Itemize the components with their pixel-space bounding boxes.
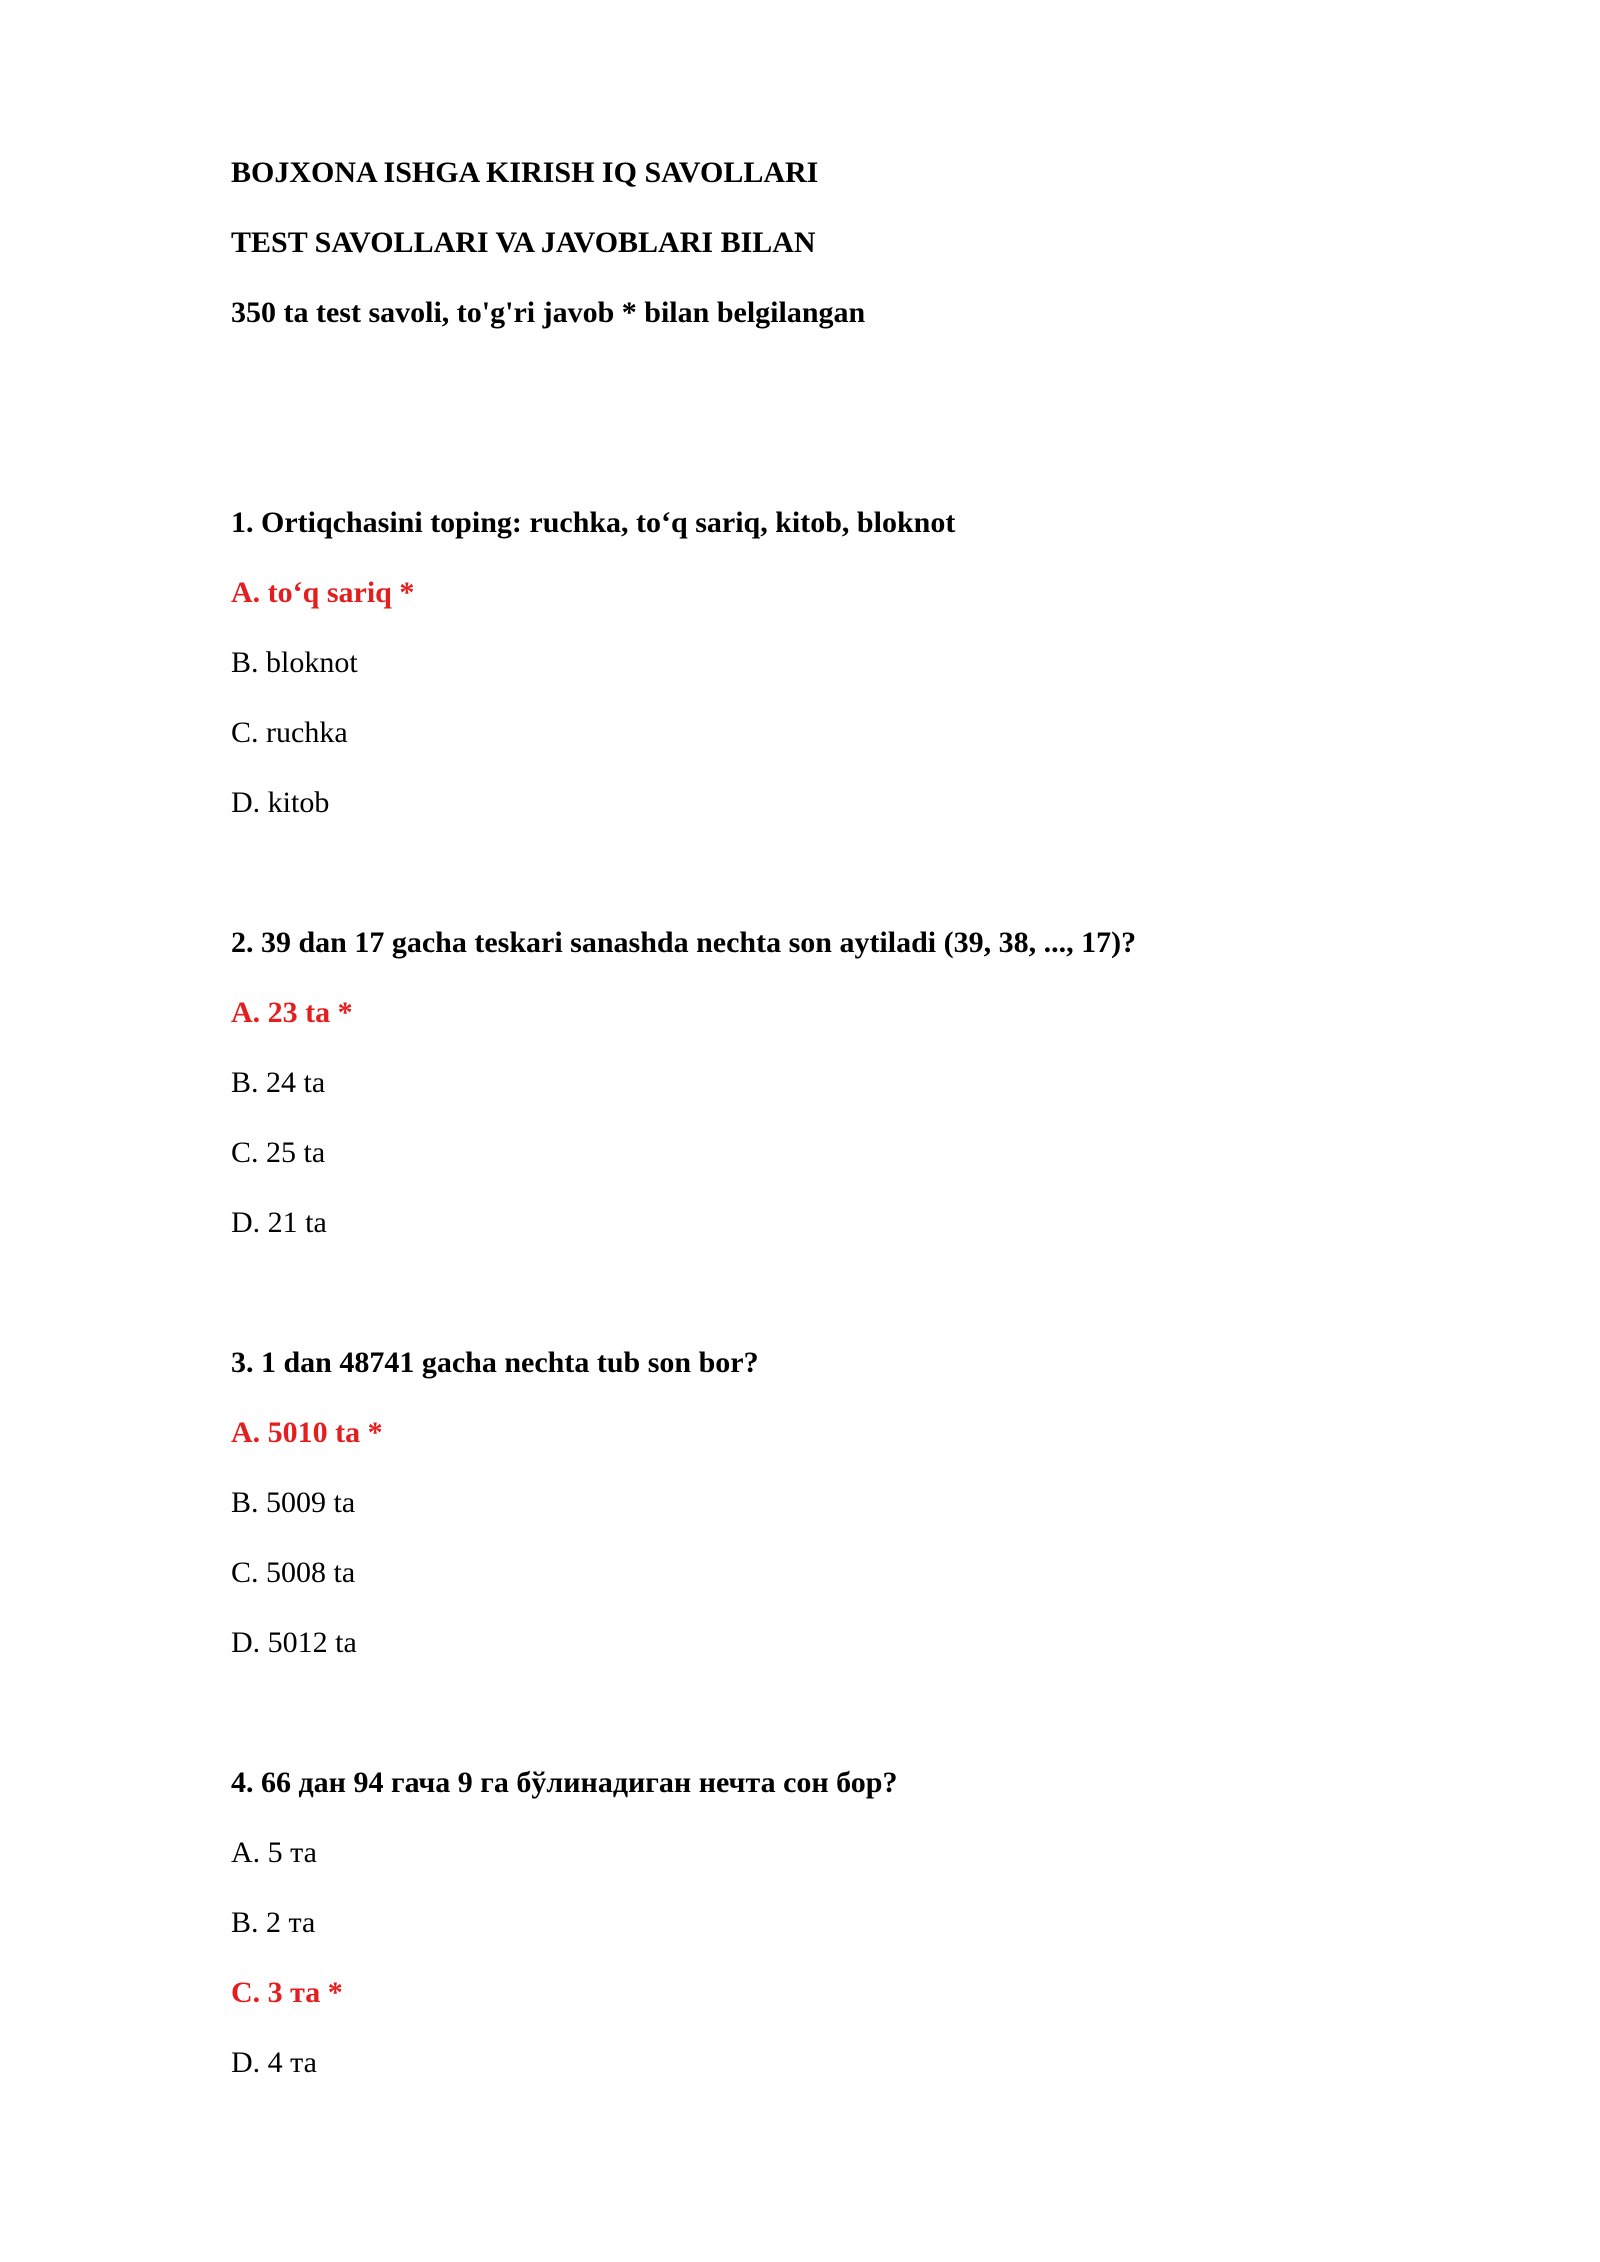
question-text: 4. 66 дан 94 гача 9 га бўлинадиган нечта сон бор?	[231, 1766, 898, 1799]
question-3	[231, 1345, 1481, 1695]
answer-option-a: A. 23 ta *	[231, 996, 353, 1029]
question-text: 2. 39 dan 17 gacha teskari sanashda nechta son aytiladi (39, 38, ..., 17)?	[231, 926, 1137, 959]
question-1	[231, 505, 1481, 855]
answer-option-b: B. 5009 ta	[231, 1486, 356, 1519]
question-text: 3. 1 dan 48741 gacha nechta tub son bor?	[231, 1346, 759, 1379]
answer-option-d: D. kitob	[231, 786, 330, 819]
answer-option-d: D. 4 та	[231, 2046, 317, 2079]
question-text: 1. Ortiqchasini toping: ruchka, to‘q sariq, kitob, bloknot	[231, 506, 956, 539]
document-title: BOJXONA ISHGA KIRISH IQ SAVOLLARI	[231, 156, 819, 189]
answer-option-a: A. 5 та	[231, 1836, 317, 1869]
answer-option-d: D. 5012 ta	[231, 1626, 357, 1659]
answer-option-d: D. 21 ta	[231, 1206, 327, 1239]
answer-option-c: C. 3 та *	[231, 1976, 343, 2009]
answer-option-b: B. 2 та	[231, 1906, 316, 1939]
answer-option-b: B. 24 ta	[231, 1066, 326, 1099]
document-subtitle: TEST SAVOLLARI VA JAVOBLARI BILAN	[231, 226, 816, 259]
answer-option-a: A. to‘q sariq *	[231, 576, 415, 609]
answer-option-b: B. bloknot	[231, 646, 358, 679]
question-4	[231, 1765, 1481, 2115]
document-note: 350 ta test savoli, to'g'ri javob * bilan belgilangan	[231, 296, 866, 329]
answer-option-a: A. 5010 ta *	[231, 1416, 383, 1449]
question-2	[231, 925, 1481, 1275]
answer-option-c: C. 5008 ta	[231, 1556, 356, 1589]
answer-option-c: C. ruchka	[231, 716, 348, 749]
answer-option-c: C. 25 ta	[231, 1136, 326, 1169]
